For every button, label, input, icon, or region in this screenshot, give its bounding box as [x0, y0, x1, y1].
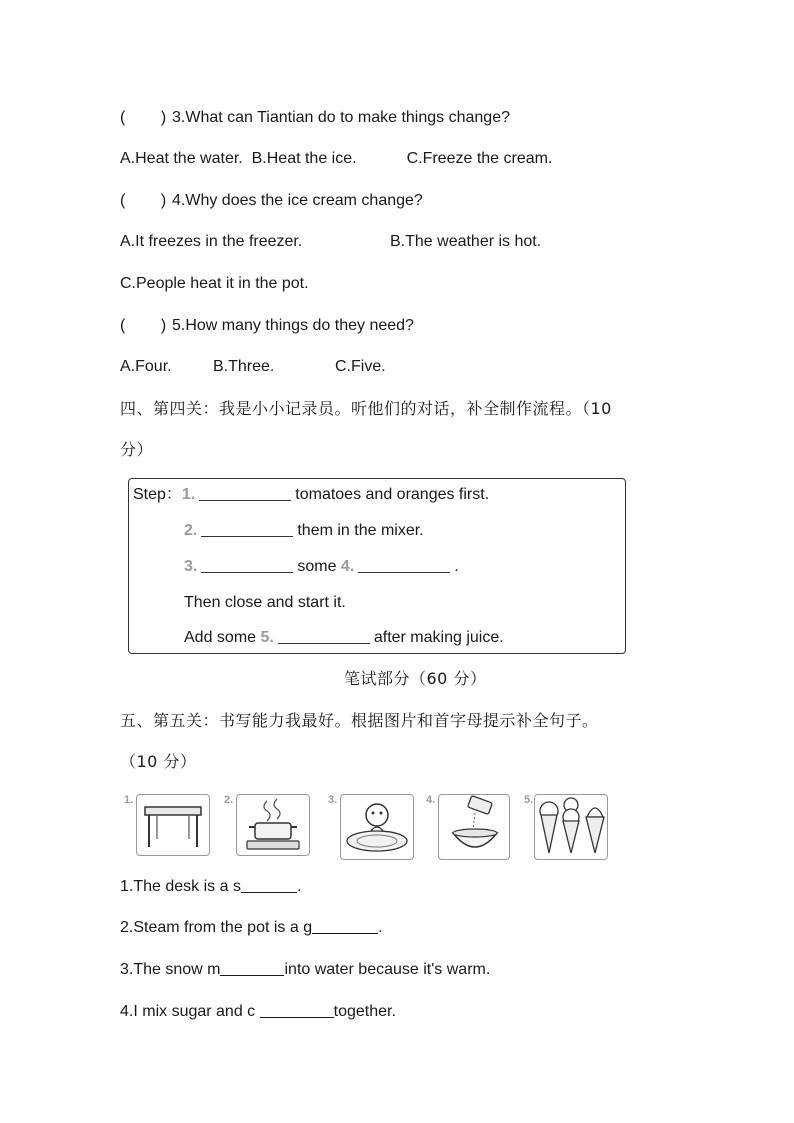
section-4-title: 四、第四关：我是小小记录员。听他们的对话，补全制作流程。（10: [120, 399, 612, 418]
blank-4[interactable]: [358, 558, 450, 573]
step-row-5: Add some 5. after making juice.: [184, 629, 504, 646]
step-label: Step：: [133, 486, 182, 503]
option-b: B.Heat the ice.: [251, 150, 357, 167]
step-row-4: Then close and start it.: [184, 594, 346, 611]
option-a: A.It freezes in the freezer.: [120, 233, 303, 250]
section-5-title: 五、第五关：书写能力我最好。根据图片和首字母提示补全句子。: [120, 711, 599, 730]
section-5-title-cont: （10 分）: [120, 752, 197, 771]
table-icon: [136, 794, 210, 856]
picture-label: 3.: [328, 794, 338, 806]
answer-blank[interactable]: [312, 919, 378, 934]
step-number: 5.: [260, 629, 274, 646]
process-box: [128, 478, 626, 654]
question-4-option-b: B.The weather is hot.: [390, 233, 542, 250]
section-4-title-cont: 分）: [120, 440, 154, 459]
answer-paren[interactable]: ( ): [120, 317, 167, 334]
question-5-option-a: A.Four.: [120, 358, 172, 375]
question-4-options: [120, 232, 302, 252]
answer-paren[interactable]: ( ): [120, 109, 167, 126]
sentence-3: 3.The snow m into water because it's warm.: [120, 961, 491, 978]
question-4: [120, 191, 423, 211]
step-number: 1.: [181, 486, 196, 503]
picture-label: 4.: [426, 794, 436, 806]
blank-5[interactable]: [278, 629, 370, 644]
pouring-into-bowl-icon: [438, 794, 510, 860]
answer-blank[interactable]: [220, 961, 284, 976]
step-row-2: 2. them in the mixer.: [184, 522, 424, 539]
sentence-2: 2.Steam from the pot is a g .: [120, 919, 383, 936]
question-5-option-c: C.Five.: [335, 358, 386, 375]
blank-3[interactable]: [201, 558, 293, 573]
question-text: 3.What can Tiantian do to make things change?: [172, 109, 510, 126]
question-4-option-c: C.People heat it in the pot.: [120, 275, 309, 292]
question-text: 4.Why does the ice cream change?: [172, 192, 423, 209]
answer-paren[interactable]: ( ): [120, 192, 167, 209]
question-3-options: [120, 149, 552, 169]
question-3: [120, 108, 510, 128]
written-part-heading: 笔试部分（60 分）: [344, 669, 487, 688]
ice-cream-cones-icon: [534, 794, 608, 860]
question-5-option-b: B.Three.: [213, 358, 275, 375]
melting-snowman-icon: [340, 794, 414, 860]
step-row-1: Step：1. tomatoes and oranges first.: [133, 486, 490, 503]
picture-label: 1.: [124, 794, 134, 806]
step-number: 3.: [184, 558, 198, 575]
steaming-pot-icon: [236, 794, 310, 856]
blank-1[interactable]: [199, 486, 291, 501]
sentence-1: 1.The desk is a s .: [120, 878, 302, 895]
blank-2[interactable]: [201, 522, 293, 537]
option-a: A.Heat the water.: [120, 150, 243, 167]
sentence-4: 4.I mix sugar and c together.: [120, 1003, 396, 1020]
question-5: [120, 316, 414, 336]
picture-label: 5.: [524, 794, 534, 806]
step-row-3: 3. some 4. .: [184, 558, 459, 575]
question-text: 5.How many things do they need?: [172, 317, 414, 334]
answer-blank[interactable]: [241, 878, 297, 893]
step-number: 2.: [184, 522, 198, 539]
picture-label: 2.: [224, 794, 234, 806]
step-number: 4.: [340, 558, 355, 575]
option-c: C.Freeze the cream.: [406, 150, 553, 167]
answer-blank[interactable]: [260, 1003, 334, 1018]
